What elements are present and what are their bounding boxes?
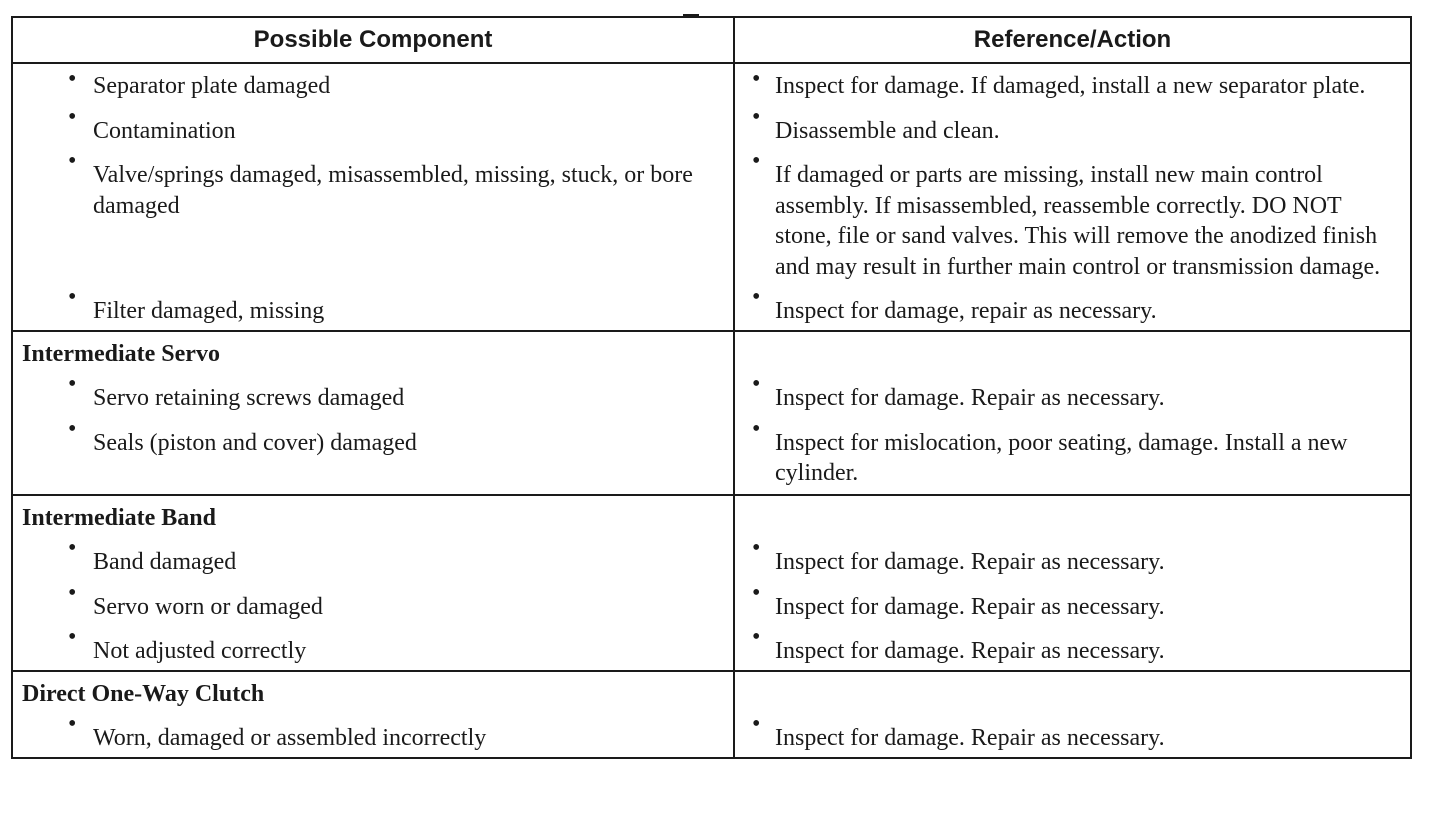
section-empty-cell <box>734 331 1411 370</box>
component-item <box>13 533 733 578</box>
component-item <box>13 282 733 330</box>
action-text: Inspect for damage. If damaged, install a new separator plate. <box>775 73 1366 99</box>
bullet-icon: • <box>752 579 761 606</box>
table-row <box>12 709 1411 758</box>
header-row <box>12 17 1411 63</box>
action-cell <box>734 414 1411 495</box>
action-cell <box>734 533 1411 578</box>
bullet-icon: • <box>752 148 761 174</box>
action-text: Inspect for damage. Repair as necessary. <box>775 385 1165 411</box>
bullet-icon: • <box>752 284 761 310</box>
component-cell <box>12 414 734 495</box>
action-item <box>735 533 1410 578</box>
bullet-icon: • <box>752 103 761 130</box>
component-cell <box>12 102 734 147</box>
action-cell <box>734 282 1411 331</box>
action-item <box>735 282 1410 330</box>
table-row <box>12 146 1411 282</box>
bullet-icon: • <box>68 579 77 606</box>
action-text: Inspect for damage. Repair as necessary. <box>775 593 1165 620</box>
action-cell <box>734 622 1411 671</box>
action-text: If damaged or parts are missing, install new main control assembly. If misassembled, reassemble correctly. DO NOT stone, file or sand valves. This will remove the anodized finish and may result in further main control or transmission damage. <box>775 162 1381 280</box>
component-cell <box>12 369 734 414</box>
action-item <box>735 578 1410 623</box>
action-item <box>735 414 1410 494</box>
bullet-icon: • <box>68 148 77 174</box>
component-text: Separator plate damaged <box>93 73 331 99</box>
bullet-icon: • <box>68 711 77 737</box>
section-title: Intermediate Band <box>22 504 216 531</box>
bullet-icon: • <box>752 371 761 397</box>
section-row <box>12 331 1411 370</box>
bullet-icon: • <box>752 66 761 92</box>
component-cell <box>12 709 734 758</box>
bullet-icon: • <box>752 535 761 561</box>
component-text: Servo retaining screws damaged <box>93 385 405 411</box>
action-item <box>735 102 1410 147</box>
table-row <box>12 282 1411 331</box>
action-cell <box>734 63 1411 102</box>
diagnosis-table <box>11 16 1412 759</box>
component-item <box>13 64 733 102</box>
component-cell <box>12 578 734 623</box>
component-text: Contamination <box>93 117 236 144</box>
action-text: Inspect for damage. Repair as necessary. <box>775 725 1165 751</box>
component-text: Worn, damaged or assembled incorrectly <box>93 725 487 751</box>
action-text: Inspect for damage. Repair as necessary. <box>775 549 1165 575</box>
component-item <box>13 146 733 221</box>
action-item <box>735 369 1410 414</box>
action-cell <box>734 709 1411 758</box>
section-row <box>12 495 1411 534</box>
table-row <box>12 622 1411 671</box>
bullet-icon: • <box>68 284 77 310</box>
bullet-icon: • <box>752 624 761 650</box>
section-row <box>12 671 1411 710</box>
section-title-cell <box>12 495 734 534</box>
component-item <box>13 369 733 414</box>
action-cell <box>734 102 1411 147</box>
bullet-icon: • <box>752 415 761 442</box>
action-item <box>735 709 1410 757</box>
table-row <box>12 63 1411 102</box>
section-title-cell <box>12 671 734 710</box>
action-text: Inspect for damage, repair as necessary. <box>775 298 1157 324</box>
component-item <box>13 578 733 623</box>
component-cell <box>12 533 734 578</box>
component-text: Not adjusted correctly <box>93 638 307 664</box>
action-text: Inspect for damage. Repair as necessary. <box>775 638 1165 664</box>
component-text: Filter damaged, missing <box>93 298 325 324</box>
section-title: Direct One-Way Clutch <box>22 680 265 707</box>
component-text: Band damaged <box>93 549 237 575</box>
table-row <box>12 533 1411 578</box>
bullet-icon: • <box>68 415 77 442</box>
section-empty-cell <box>734 495 1411 534</box>
action-text: Inspect for mislocation, poor seating, damage. Install a new cylinder. <box>775 429 1348 486</box>
table-row <box>12 414 1411 495</box>
section-empty-cell <box>734 671 1411 710</box>
component-cell <box>12 622 734 671</box>
action-item <box>735 64 1410 102</box>
action-cell <box>734 146 1411 282</box>
table-row <box>12 369 1411 414</box>
column-header-component: Possible Component <box>12 17 734 63</box>
bullet-icon: • <box>752 711 761 737</box>
bullet-icon: • <box>68 66 77 92</box>
component-text: Valve/springs damaged, misassembled, missing, stuck, or bore damaged <box>93 162 693 219</box>
bullet-icon: • <box>68 103 77 130</box>
action-item <box>735 622 1410 670</box>
action-text: Disassemble and clean. <box>775 117 1000 144</box>
component-item <box>13 102 733 147</box>
component-cell <box>12 146 734 282</box>
column-header-action: Reference/Action <box>734 17 1411 63</box>
component-item <box>13 414 733 464</box>
action-cell <box>734 578 1411 623</box>
bullet-icon: • <box>68 371 77 397</box>
table-row <box>12 578 1411 623</box>
component-text: Seals (piston and cover) damaged <box>93 429 417 456</box>
component-text: Servo worn or damaged <box>93 593 323 620</box>
section-title-cell <box>12 331 734 370</box>
action-item <box>735 146 1410 282</box>
bullet-icon: • <box>68 535 77 561</box>
section-title: Intermediate Servo <box>22 340 220 367</box>
table-row <box>12 102 1411 147</box>
bullet-icon: • <box>68 624 77 650</box>
component-item <box>13 709 733 757</box>
component-cell <box>12 63 734 102</box>
component-cell <box>12 282 734 331</box>
action-cell <box>734 369 1411 414</box>
component-item <box>13 622 733 670</box>
